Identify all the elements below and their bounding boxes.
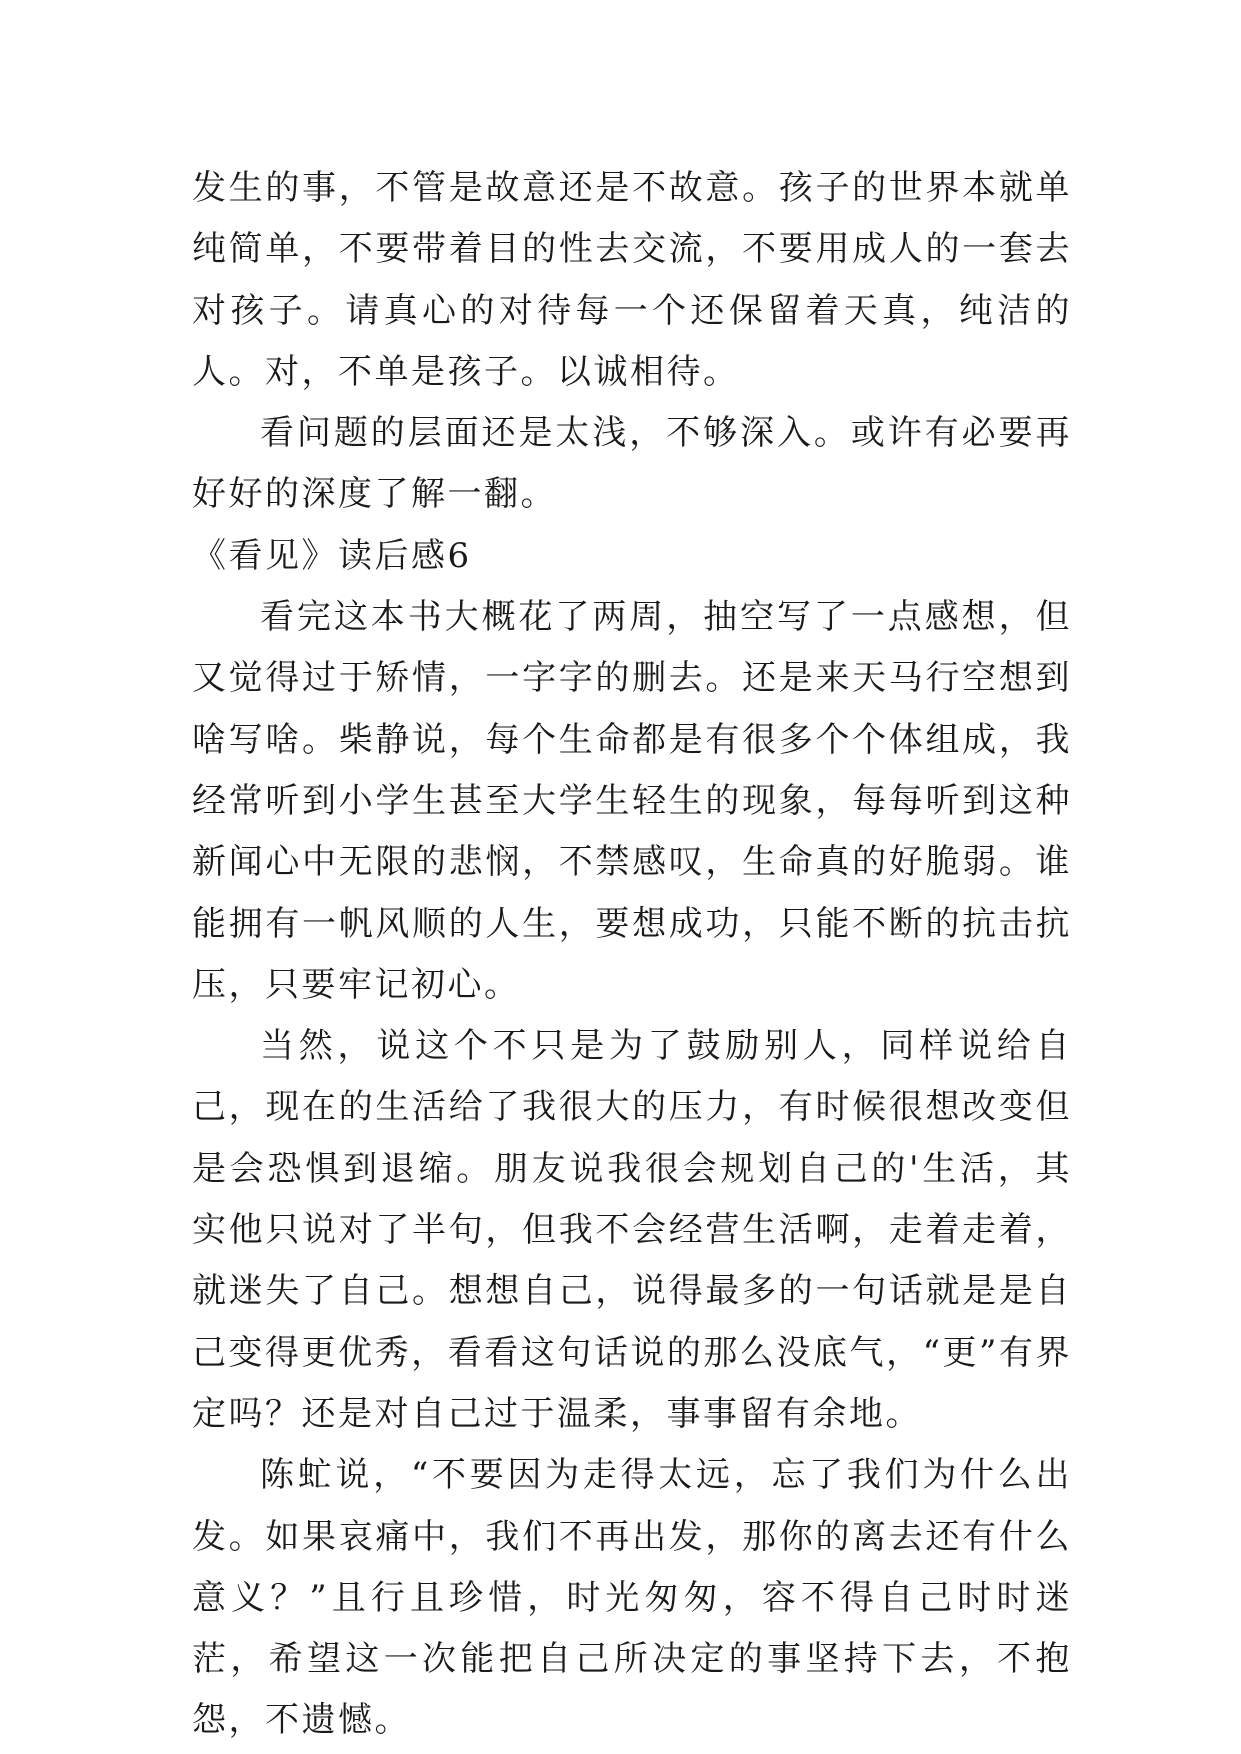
paragraph-4: 当然，说这个不只是为了鼓励别人，同样说给自己，现在的生活给了我很大的压力，有时候很想改变但是会恐惧到退缩。朋友说我很会规划自己的'生活，其实他只说对了半句，但我不会经营生活啊，走着走着，就迷失了自己。想想自己，说得最多的一句话就是是自己变得更优秀，看看这句话说的那么没底气，“更”有界定吗？还是对自己过于温柔，事事留有余地。 [192, 1026, 1072, 1434]
paragraph-2: 看问题的层面还是太浅，不够深入。或许有必要再好好的深度了解一翻。 [192, 413, 1072, 515]
section-heading: 《看见》读后感6 [192, 535, 472, 576]
paragraph-1: 发生的事，不管是故意还是不故意。孩子的世界本就单纯简单，不要带着目的性去交流，不要用成人的一套去对孩子。请真心的对待每一个还保留着天真，纯洁的人。对，不单是孩子。以诚相待。 [192, 168, 1072, 392]
document-body [192, 158, 1072, 1752]
paragraph-5: 陈虻说，“不要因为走得太远，忘了我们为什么出发。如果哀痛中，我们不再出发，那你的离去还有什么意义？”且行且珍惜，时光匆匆，容不得自己时时迷茫，希望这一次能把自己所决定的事坚持下去，不抱怨，不遗憾。 [192, 1455, 1072, 1741]
paragraph-3: 看完这本书大概花了两周，抽空写了一点感想，但又觉得过于矫情，一字字的删去。还是来天马行空想到啥写啥。柴静说，每个生命都是有很多个个体组成，我经常听到小学生甚至大学生轻生的现象，每每听到这种新闻心中无限的悲悯，不禁感叹，生命真的好脆弱。谁能拥有一帆风顺的人生，要想成功，只能不断的抗击抗压，只要牢记初心。 [192, 597, 1072, 1005]
